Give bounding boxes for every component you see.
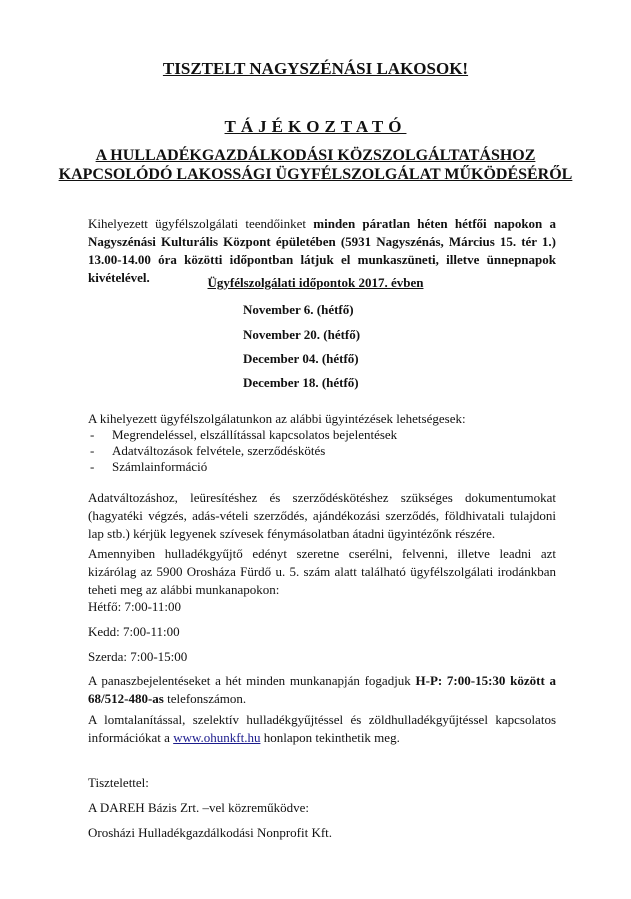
- complaints-paragraph: A panaszbejelentéseket a hét minden munkanapján fogadjuk H-P: 7:00-15:30 között a 68/512-480-as telefonszámon.: [88, 673, 556, 706]
- info-paragraph: A lomtalanítással, szelektív hulladékgyűjtéssel és zöldhulladékgyűjtéssel kapcsolatos információkat a www.ohunkft.hu honlapon tekinthetik meg.: [88, 712, 556, 745]
- opening-hours-monday: Hétfő: 7:00-11:00: [88, 599, 182, 614]
- services-intro: A kihelyezett ügyfélszolgálatunkon az alábbi ügyintézések lehetségesek:: [88, 411, 466, 426]
- documents-paragraph: Adatváltozáshoz, leüresítéshez és szerződéskötéshez szükséges dokumentumokat (hagyatéki végzés, adás-vételi szerződés, ajándékozási szerződés, földhivatali tulajdoni lap stb.) kérjük legyenek szívesek fénymásolatban átadni ügyintézőnk részére.: [88, 490, 556, 541]
- service-list-item: - Számlainformáció: [90, 459, 208, 474]
- website-link[interactable]: www.ohunkft.hu: [173, 730, 261, 745]
- schedule-date: December 18. (hétfő): [243, 375, 359, 390]
- page-heading: TISZTELT NAGYSZÉNÁSI LAKOSOK!: [162, 59, 469, 78]
- schedule-date: December 04. (hétfő): [243, 351, 359, 366]
- closing-greeting: Tisztelettel:: [88, 775, 149, 790]
- schedule-date: November 6. (hétfő): [243, 302, 354, 317]
- document-title: TÁJÉKOZTATÓ: [224, 117, 407, 136]
- subtitle-line-1: A HULLADÉKGAZDÁLKODÁSI KÖZSZOLGÁLTATÁSHOZ: [95, 147, 536, 164]
- subtitle-line-2: KAPCSOLÓDÓ LAKOSSÁGI ÜGYFÉLSZOLGÁLAT MŰKÖDÉSÉRŐL: [58, 166, 573, 183]
- complaints-hours-phone: H-P: 7:00-15:30 között a 68/512-480-as: [88, 673, 556, 706]
- container-paragraph: Amennyiben hulladékgyűjtő edényt szeretne cserélni, felvenni, illetve leadni azt kizárólag az 5900 Orosháza Fürdő u. 5. szám alatt található ügyfélszolgálati irodánkban teheti meg az alábbi munkanapokon:: [88, 546, 556, 597]
- opening-hours-wednesday: Szerda: 7:00-15:00: [88, 649, 188, 664]
- service-list-item: - Adatváltozások felvétele, szerződéskötés: [90, 443, 326, 458]
- intro-lead: Kihelyezett ügyfélszolgálati teendőinket: [88, 216, 314, 231]
- closing-line-1: A DAREH Bázis Zrt. –vel közreműködve:: [88, 800, 309, 815]
- opening-hours-tuesday: Kedd: 7:00-11:00: [88, 624, 180, 639]
- intro-bold: minden páratlan héten hétfői napokon a Nagyszénási Kulturális Központ épületében (5931 Nagyszénás, Március 15. tér 1.) 13.00-14.00 óra közötti időpontban látjuk el munkaszüneti, illetve ünnepnapok kivételével.: [88, 216, 557, 285]
- service-list-item: - Megrendeléssel, elszállítással kapcsolatos bejelentések: [90, 427, 398, 442]
- schedule-heading: Ügyfélszolgálati időpontok 2017. évben: [207, 275, 424, 290]
- closing-line-2: Orosházi Hulladékgazdálkodási Nonprofit Kft.: [88, 825, 333, 840]
- schedule-date: November 20. (hétfő): [243, 327, 361, 342]
